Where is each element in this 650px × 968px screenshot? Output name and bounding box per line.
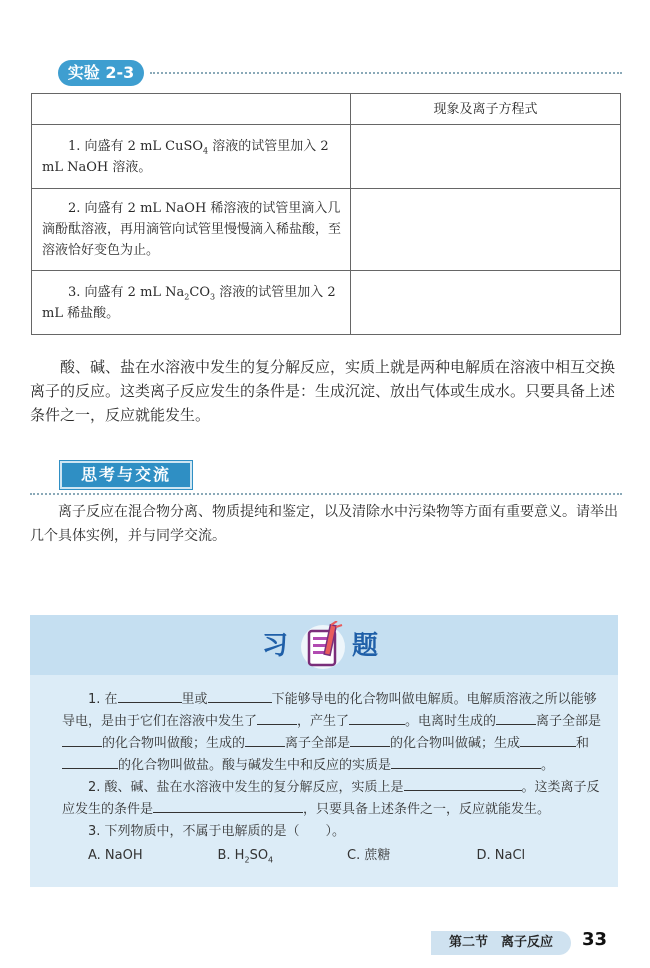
body-paragraph: 酸、碱、盐在水溶液中发生的复分解反应，实质上就是两种电解质在溶液中相互交换离子的反应。这类离子反应发生的条件是：生成沉淀、放出气体或生成水。只要具备上述条件之一，反应就能发生。 — [30, 358, 616, 424]
answer-blank[interactable] — [62, 733, 102, 747]
choice-a[interactable]: A. NaOH — [88, 848, 143, 863]
answer-blank[interactable] — [391, 755, 541, 769]
question-3: 3. 下列物质中，不属于电解质的是（ ）。 — [88, 824, 346, 839]
q1-text: 离子全部是 — [285, 736, 351, 751]
step-cell — [32, 271, 351, 335]
answer-blank[interactable] — [153, 799, 303, 813]
choice-c[interactable]: C. 蔗糖 — [347, 848, 391, 863]
q1-text: 离子全部是 — [536, 714, 602, 729]
q1-text: 。电离时生成的 — [405, 714, 497, 729]
answer-blank[interactable] — [520, 733, 576, 747]
table-row — [32, 125, 621, 189]
table-header-right: 现象及离子方程式 — [351, 94, 621, 125]
think-discuss-text: 离子反应在混合物分离、物质提纯和鉴定，以及清除水中污染物等方面有重要意义。请举出几个具体实例，并与同学交流。 — [30, 504, 618, 544]
notebook-pencil-icon — [300, 621, 346, 673]
q2-text: 。这类离子反应发生的条件是 — [62, 780, 600, 817]
q1-text: 。 — [541, 758, 555, 773]
table-row — [32, 189, 621, 271]
dotted-divider — [150, 72, 622, 74]
answer-blank[interactable] — [404, 777, 522, 791]
q1-text: 1. 在 — [88, 692, 118, 707]
q2-text: 2. 酸、碱、盐在水溶液中发生的复分解反应，实质上是 — [88, 780, 404, 795]
answer-blank[interactable] — [350, 733, 390, 747]
question-3-choices — [62, 845, 606, 867]
answer-blank[interactable] — [496, 711, 536, 725]
observation-cell — [351, 271, 621, 335]
page-number: 33 — [582, 929, 608, 950]
dotted-divider — [30, 493, 622, 495]
exercise-box — [30, 615, 618, 887]
question-1 — [62, 689, 606, 777]
choice-d[interactable]: D. NaCl — [476, 848, 526, 863]
step-text: 1. 向盛有 2 mL CuSO$_4$ 溶液的试管里加入 2 mL NaOH 溶液。 — [42, 138, 329, 175]
exercise-header — [30, 615, 618, 675]
step-text: 2. 向盛有 2 mL NaOH 稀溶液的试管里滴入几滴酚酞溶液，再用滴管向试管里慢慢滴入稀盐酸，至溶液恰好变色为止。 — [42, 201, 342, 258]
q1-text: 的化合物叫做酸；生成的 — [102, 736, 246, 751]
answer-blank[interactable] — [245, 733, 285, 747]
q2-text: ，只要具备上述条件之一，反应就能发生。 — [303, 802, 551, 817]
experiment-table — [31, 93, 621, 335]
q1-text: 的化合物叫做碱；生成 — [390, 736, 521, 751]
section-footer: 第二节 离子反应 — [431, 931, 571, 955]
q1-text: ，产生了 — [297, 714, 350, 729]
q1-text: 和 — [576, 736, 590, 751]
step-text: 3. 向盛有 2 mL $Na_2CO_3$ 溶液的试管里加入 2 mL 稀盐酸。 — [42, 284, 336, 321]
table-row — [32, 271, 621, 335]
question-2 — [62, 777, 606, 821]
step-cell — [32, 189, 351, 271]
step-cell — [32, 125, 351, 189]
exercise-title-right: 题 — [352, 631, 379, 661]
observation-cell — [351, 125, 621, 189]
q1-text: 下能够导电的化合物叫做电解质。电解质溶液之所以能够导电，是由于它们在溶液中发生了 — [62, 692, 597, 729]
answer-blank[interactable] — [208, 689, 272, 703]
exercise-title-left: 习 — [262, 631, 289, 661]
q1-text: 里或 — [181, 692, 208, 707]
answer-blank[interactable] — [349, 711, 405, 725]
answer-blank[interactable] — [257, 711, 297, 725]
exercise-content — [62, 689, 606, 867]
answer-blank[interactable] — [62, 755, 118, 769]
table-header-left — [32, 94, 351, 125]
q1-text: 的化合物叫做盐。酸与碱发生中和反应的实质是 — [118, 758, 392, 773]
observation-cell — [351, 189, 621, 271]
answer-blank[interactable] — [118, 689, 182, 703]
experiment-label: 实验 2-3 — [58, 60, 144, 86]
table-header-row — [32, 94, 621, 125]
choice-b[interactable]: B. $H_2SO_4$ — [217, 848, 274, 865]
think-discuss-label: 思考与交流 — [60, 461, 192, 489]
